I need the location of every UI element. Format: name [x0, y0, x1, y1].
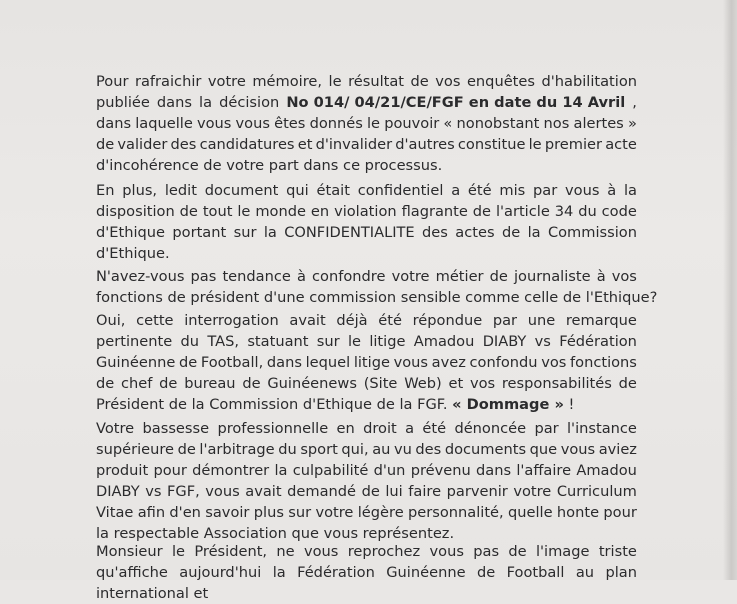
word: avait	[289, 312, 326, 329]
word: pour	[153, 462, 187, 479]
word: professionnelle	[217, 420, 329, 437]
word: Président,	[194, 543, 268, 560]
word: pour	[603, 504, 637, 521]
word: personnalité,	[408, 504, 504, 521]
word: lui	[385, 483, 403, 500]
word: avez	[431, 354, 466, 371]
word: d'habilitation	[541, 73, 637, 90]
word: Curriculum	[556, 483, 637, 500]
word: de	[96, 136, 115, 153]
word: plus,	[122, 182, 158, 199]
word: vos	[435, 73, 461, 90]
word: demandé	[287, 483, 357, 500]
word: mémoire,	[252, 73, 323, 90]
word: sport	[300, 441, 338, 458]
word: le	[328, 73, 342, 90]
word: la	[199, 94, 213, 111]
text-line	[96, 394, 637, 415]
word: d'en	[169, 504, 201, 521]
word: tendance	[222, 268, 291, 285]
word: à	[296, 268, 306, 285]
word: dans	[476, 462, 512, 479]
word: à	[607, 182, 617, 199]
word: sur	[288, 504, 312, 521]
text-line	[96, 155, 637, 176]
word: Votre	[96, 420, 135, 437]
word: vous	[560, 441, 596, 458]
word: aviez	[598, 441, 637, 458]
word: tout	[202, 203, 233, 220]
word: démontrer	[192, 462, 270, 479]
word: Guinéenne	[386, 564, 466, 581]
word: de	[472, 203, 492, 220]
word: d'invalider	[315, 136, 393, 153]
word: N'avez-vous	[96, 268, 185, 285]
word: triste	[598, 543, 637, 560]
word: de	[508, 543, 527, 560]
word: plan	[605, 564, 637, 581]
text-line	[96, 113, 637, 134]
word: alertes	[573, 115, 624, 132]
word: décision	[219, 94, 280, 111]
word: votre	[315, 504, 354, 521]
word: le	[237, 203, 251, 220]
word: »	[627, 115, 637, 132]
word: afin	[137, 504, 166, 521]
paragraph-5	[96, 418, 637, 544]
word: Oui,	[96, 312, 126, 329]
text-line	[96, 310, 637, 331]
word: la respectable Association que vous représentez.	[96, 525, 455, 542]
word: acte	[605, 136, 637, 153]
word: vos	[541, 354, 567, 371]
word: violation	[334, 203, 397, 220]
text-line	[96, 243, 637, 264]
word: pas	[190, 268, 217, 285]
word: de	[178, 354, 198, 371]
word: l'instance	[567, 420, 637, 437]
word: de	[96, 375, 115, 392]
word: la	[274, 462, 288, 479]
word: Commission	[547, 224, 637, 241]
word: chef	[121, 375, 153, 392]
word: disposition	[96, 203, 175, 220]
word: la	[263, 224, 277, 241]
word: déjà	[336, 312, 368, 329]
word: CONFIDENTIALITE	[284, 224, 415, 241]
word: de	[501, 224, 521, 241]
word: aujourd'hui	[179, 564, 262, 581]
word: publiée	[96, 94, 150, 111]
word: plus	[253, 504, 284, 521]
word: pertinente	[96, 333, 173, 350]
word: par	[492, 312, 518, 329]
word: vous	[235, 115, 270, 132]
word: (Site	[363, 375, 398, 392]
word: international et	[96, 585, 209, 602]
word: dans	[266, 354, 302, 371]
word: dans	[96, 115, 132, 132]
text-line	[96, 418, 637, 439]
word: Président de la Commission d'Ethique de la FGF.	[96, 396, 453, 413]
word: sur	[233, 224, 257, 241]
word: litige	[353, 354, 390, 371]
word: du	[180, 333, 200, 350]
word: document	[204, 182, 279, 199]
word: responsabilités	[501, 375, 612, 392]
word: parvenir	[446, 483, 508, 500]
word: le	[367, 115, 381, 132]
word: droit	[363, 420, 397, 437]
paragraph-1	[96, 71, 637, 176]
word: bureau	[184, 375, 236, 392]
text-line	[96, 287, 658, 308]
word: TAS,	[207, 333, 240, 350]
word: le	[528, 136, 542, 153]
word: l'arbitrage	[199, 441, 275, 458]
word: vs	[145, 483, 162, 500]
word: nonobstant	[456, 115, 540, 132]
word: avait	[245, 483, 282, 500]
text-line	[96, 71, 637, 92]
word: dénoncée	[454, 420, 527, 437]
word: En	[96, 182, 115, 199]
text-line	[96, 331, 637, 352]
word: d'Ethique	[96, 224, 166, 241]
text-line	[96, 352, 637, 373]
paragraph-2	[96, 180, 637, 264]
word: d'autres	[395, 136, 455, 153]
word: d'incohérence de votre part dans ce processus.	[96, 157, 443, 174]
word: nos	[543, 115, 570, 132]
word: de	[177, 441, 196, 458]
paragraph-3	[96, 266, 658, 308]
word: Guinéenews	[267, 375, 357, 392]
word: reprochez	[347, 543, 421, 560]
word: lequel	[305, 354, 351, 371]
word: des	[170, 136, 197, 153]
word: répondue	[412, 312, 483, 329]
word: ledit	[164, 182, 197, 199]
word: Fédération	[559, 333, 637, 350]
word: FGF,	[167, 483, 200, 500]
word: confondre	[312, 268, 386, 285]
word: Amadou	[576, 462, 637, 479]
word: vous	[429, 543, 464, 560]
word: Vitae	[96, 504, 134, 521]
word: vous	[196, 115, 232, 132]
word: !	[563, 396, 575, 413]
word: Amadou	[413, 333, 475, 350]
word: statuant	[247, 333, 309, 350]
text-line	[96, 502, 637, 523]
word: vous	[205, 483, 240, 500]
word: 34	[554, 203, 574, 220]
word: en	[336, 420, 355, 437]
text-line	[96, 266, 637, 287]
word: l'image	[535, 543, 590, 560]
word: «	[443, 115, 453, 132]
word: candidatures	[199, 136, 295, 153]
word: au	[372, 441, 391, 458]
word: votre	[207, 73, 246, 90]
word: la	[272, 564, 286, 581]
word: de	[361, 483, 380, 500]
word: actes	[455, 224, 495, 241]
word: l'article	[495, 203, 550, 220]
word: êtes	[274, 115, 306, 132]
word: qui	[286, 182, 309, 199]
word: des	[415, 441, 442, 458]
word: du	[578, 203, 597, 220]
word: litige	[369, 333, 406, 350]
text-line	[96, 481, 637, 502]
word: qui,	[341, 441, 369, 458]
word: vous	[303, 543, 339, 560]
word: qu'affiche	[96, 564, 168, 581]
word: code	[601, 203, 637, 220]
word: Fédération	[297, 564, 375, 581]
word: le	[171, 543, 186, 560]
word: savoir	[205, 504, 250, 521]
word: pouvoir	[384, 115, 440, 132]
word: de	[618, 375, 637, 392]
word: légère	[357, 504, 404, 521]
word: d'Ethique.	[96, 245, 170, 262]
word: faire	[408, 483, 442, 500]
word: la	[623, 182, 637, 199]
word: donnés	[309, 115, 363, 132]
word: sur	[316, 333, 340, 350]
word: DIABY	[96, 483, 140, 500]
word: cette	[136, 312, 174, 329]
paragraph-6	[96, 541, 637, 604]
word: bassesse	[142, 420, 210, 437]
word: vous	[565, 182, 600, 199]
word: vos	[611, 268, 637, 285]
word: vs	[534, 333, 551, 350]
word: résultat	[348, 73, 405, 90]
word: a	[405, 420, 415, 437]
text-line	[96, 541, 637, 562]
word: était	[316, 182, 350, 199]
word: quelle	[508, 504, 553, 521]
word: de	[242, 375, 261, 392]
word: d'un	[373, 462, 406, 479]
word: en	[310, 203, 330, 220]
bold-text: No 014/ 04/21/CE/FGF en date du 14 Avril	[286, 94, 626, 111]
word: au	[575, 564, 595, 581]
word: que	[529, 441, 558, 458]
word: prévenu	[410, 462, 471, 479]
word: à	[596, 268, 606, 285]
word: mis	[499, 182, 526, 199]
word: fonctions de président d'une commission sensible comme celle de l'Ethique?	[96, 289, 658, 306]
word: métier	[435, 268, 484, 285]
word: Football,	[200, 354, 264, 371]
word: premier	[544, 136, 603, 153]
word: flagrante	[401, 203, 468, 220]
word: culpabilité	[292, 462, 369, 479]
word: laquelle	[135, 115, 193, 132]
word: vous	[393, 354, 429, 371]
word: honte	[556, 504, 600, 521]
text-line	[96, 460, 637, 481]
word: été	[467, 182, 492, 199]
word: vu	[393, 441, 412, 458]
word: Monsieur	[96, 543, 163, 560]
word: confidentiel	[357, 182, 444, 199]
text-line	[96, 583, 637, 604]
word: Web)	[404, 375, 442, 392]
word: de	[410, 73, 429, 90]
word: et	[297, 136, 313, 153]
word: de	[489, 268, 508, 285]
text-line	[96, 180, 637, 201]
text-line	[96, 439, 637, 460]
paragraph-4	[96, 310, 637, 415]
word: monde	[255, 203, 306, 220]
word: produit	[96, 462, 149, 479]
word: constitue	[457, 136, 526, 153]
word: ne	[276, 543, 295, 560]
word: remarque	[565, 312, 637, 329]
word: Pour	[96, 73, 129, 90]
word: ,	[632, 94, 637, 111]
word: du	[278, 441, 297, 458]
word: journaliste	[514, 268, 591, 285]
word: portant	[172, 224, 227, 241]
word: votre	[513, 483, 552, 500]
word: par	[534, 420, 559, 437]
word: Guinéenne	[96, 354, 176, 371]
page-edge-shadow	[723, 0, 737, 580]
word: interrogation	[184, 312, 279, 329]
word: été	[422, 420, 447, 437]
word: et	[448, 375, 464, 392]
word: documents	[444, 441, 527, 458]
text-line	[96, 373, 637, 394]
word: votre	[391, 268, 430, 285]
bold-text: « Dommage »	[452, 396, 564, 413]
text-line	[96, 222, 637, 243]
word: de	[179, 203, 198, 220]
word: DIABY	[482, 333, 527, 350]
word: par	[533, 182, 558, 199]
word: supérieure	[96, 441, 175, 458]
text-line	[96, 134, 637, 155]
text-line	[96, 92, 637, 113]
word: fonctions	[570, 354, 637, 371]
text-line	[96, 201, 637, 222]
word: été	[378, 312, 402, 329]
word: a	[451, 182, 461, 199]
word: Football	[506, 564, 565, 581]
word: vos	[469, 375, 496, 392]
word: pas	[473, 543, 500, 560]
word: des	[422, 224, 448, 241]
word: l'affaire	[516, 462, 572, 479]
word: de	[476, 564, 496, 581]
word: le	[347, 333, 362, 350]
word: une	[527, 312, 556, 329]
word: rafraichir	[134, 73, 202, 90]
word: valider	[117, 136, 168, 153]
word: enquêtes	[466, 73, 535, 90]
word: la	[527, 224, 541, 241]
word: de	[159, 375, 178, 392]
word: dans	[156, 94, 192, 111]
word: confondu	[469, 354, 538, 371]
